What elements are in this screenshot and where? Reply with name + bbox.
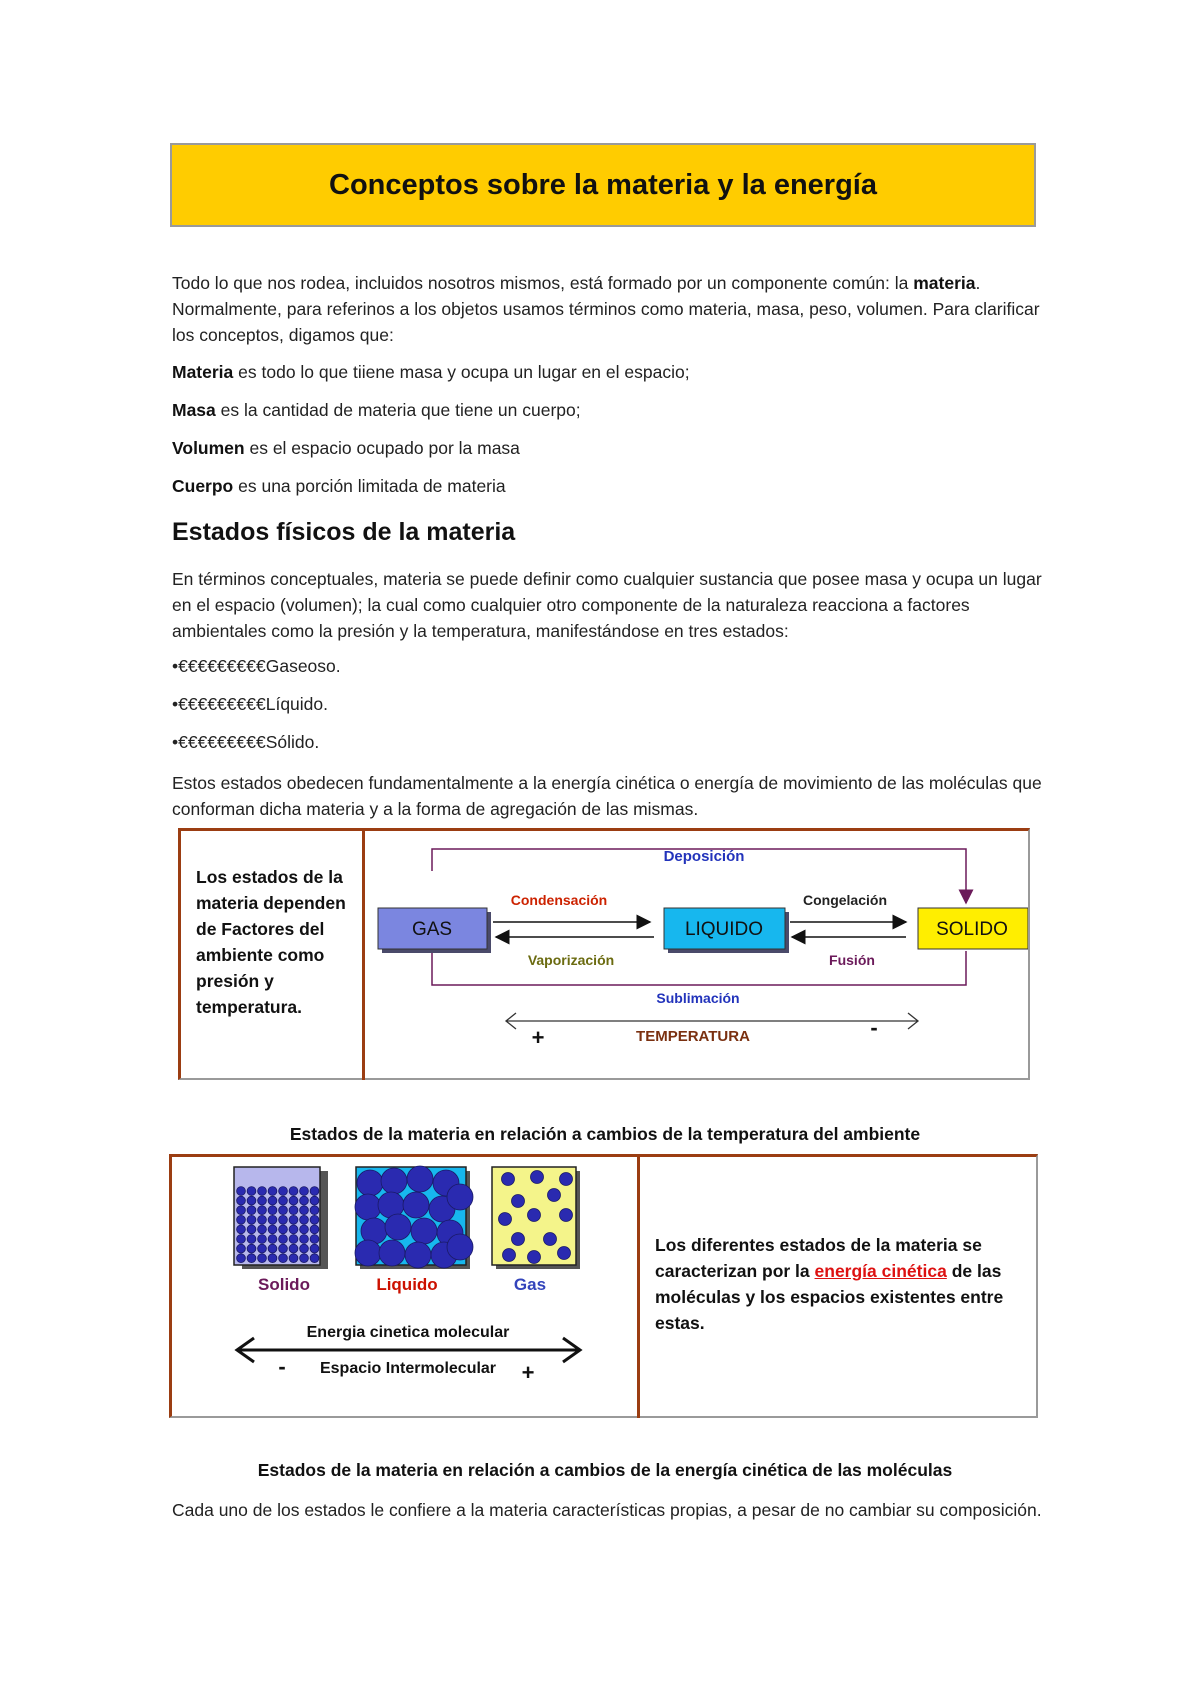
solid-particle (310, 1235, 319, 1244)
gas-label: Gas (513, 1275, 547, 1294)
solid-particle (258, 1196, 267, 1205)
solid-particle (310, 1254, 319, 1263)
particle-states-diagram (172, 1157, 636, 1415)
definition-text: es la cantidad de materia que tiene un cuerpo; (215, 400, 581, 420)
solid-particle (300, 1254, 309, 1263)
definition-cuerpo (172, 473, 1042, 499)
solid-particle (310, 1187, 319, 1196)
liquid-particle (379, 1240, 405, 1266)
intro-paragraph (172, 270, 1042, 348)
liquido-label: Liquido (376, 1275, 438, 1294)
solid-particle (279, 1225, 288, 1234)
solid-particle (268, 1206, 277, 1215)
caption-temperature: Estados de la materia en relación a cambios de la temperatura del ambiente (289, 1124, 921, 1144)
solid-particle (247, 1206, 256, 1215)
condensacion-label: Condensación (510, 892, 608, 908)
temperature-label: TEMPERATURA (636, 1028, 750, 1045)
solid-particle (310, 1244, 319, 1253)
kinetic-text-end: de las moléculas y los espacios existentes entre estas. (655, 1261, 1004, 1333)
gas-particle (558, 1247, 571, 1260)
solid-particle (247, 1215, 256, 1224)
sublimacion-label: Sublimación (656, 990, 740, 1006)
gas-particle (528, 1209, 541, 1222)
energia-cinetica-link[interactable]: energía cinética (814, 1261, 947, 1281)
energia-label: Energia cinetica molecular (306, 1324, 510, 1341)
kinetic-axis-arrow (237, 1338, 580, 1362)
solid-particle (289, 1215, 298, 1224)
liquid-particle (447, 1234, 473, 1260)
solid-particle (247, 1235, 256, 1244)
solid-particle (289, 1196, 298, 1205)
intro-bold-term: materia (913, 273, 976, 293)
liquido-label: LIQUIDO (684, 919, 764, 940)
diagram-side-text: Los estados de la materia dependen de Factores del ambiente como presión y temperatura. (196, 867, 346, 1017)
solid-particle (268, 1235, 277, 1244)
list-item: •€€€€€€€€€Gaseoso. (172, 656, 341, 676)
solid-particle (258, 1215, 267, 1224)
solid-particle (310, 1225, 319, 1234)
list-item: •€€€€€€€€€Sólido. (172, 732, 320, 752)
solid-particle (300, 1187, 309, 1196)
definition-text: es el espacio ocupado por la masa (244, 438, 520, 458)
solid-particle (279, 1196, 288, 1205)
gas-particle (560, 1173, 573, 1186)
solid-particle (300, 1206, 309, 1215)
definition-term: Masa (172, 400, 216, 420)
liquid-particle (405, 1242, 431, 1268)
solid-particle (237, 1235, 246, 1244)
kinetic-plus: + (521, 1360, 535, 1385)
kinetic-description (655, 1232, 1025, 1336)
temperature-axis-arrow (506, 1013, 918, 1029)
solid-particle (300, 1196, 309, 1205)
definition-masa (172, 397, 1042, 423)
definition-term: Volumen (172, 438, 245, 458)
solid-particle (247, 1225, 256, 1234)
liquid-particle (385, 1214, 411, 1240)
liquid-particle (355, 1240, 381, 1266)
solid-particle (300, 1235, 309, 1244)
liquid-particle (407, 1166, 433, 1192)
intro-text-end: . (975, 273, 981, 293)
page-title: Conceptos sobre la materia y la energía (329, 168, 877, 201)
solid-particle (247, 1187, 256, 1196)
fusion-label: Fusión (829, 952, 875, 968)
liquid-particle (403, 1192, 429, 1218)
gas-particle (548, 1189, 561, 1202)
title-box (170, 143, 1036, 227)
solid-particle (289, 1235, 298, 1244)
solid-particle (289, 1206, 298, 1215)
solid-particle (279, 1206, 288, 1215)
section-heading: Estados físicos de la materia (172, 518, 516, 546)
liquid-particle (381, 1168, 407, 1194)
deposicion-label: Deposición (663, 848, 745, 865)
solid-particle (310, 1215, 319, 1224)
kinetic-minus: - (278, 1354, 286, 1379)
solid-particle (258, 1225, 267, 1234)
solid-particle (258, 1254, 267, 1263)
solid-particle (247, 1254, 256, 1263)
solid-particle (237, 1244, 246, 1253)
solid-particle (279, 1187, 288, 1196)
vaporizacion-label: Vaporización (527, 952, 615, 968)
diagram-divider (637, 1154, 640, 1418)
gas-particle (512, 1233, 525, 1246)
solid-particle (300, 1225, 309, 1234)
definition-text: es una porción limitada de materia (233, 476, 506, 496)
gas-particle (512, 1195, 525, 1208)
solido-label: SOLIDO (936, 919, 1008, 940)
solid-particle (258, 1206, 267, 1215)
solid-particle (289, 1244, 298, 1253)
state-change-diagram (366, 831, 1028, 1077)
solid-particle (289, 1225, 298, 1234)
solid-particle (258, 1244, 267, 1253)
diagram-divider (362, 828, 365, 1080)
definition-term: Cuerpo (172, 476, 234, 496)
states-paragraph: Estos estados obedecen fundamentalmente a la energía cinética o energía de movimiento de las moléculas que conforman dicha materia y a la forma de agregación de las mismas. (172, 773, 1042, 819)
temperature-plus: + (531, 1025, 545, 1050)
gas-label: GAS (411, 919, 453, 940)
gas-particle (502, 1173, 515, 1186)
solid-particle (279, 1235, 288, 1244)
liquid-particle (357, 1170, 383, 1196)
espacio-label: Espacio Intermolecular (319, 1360, 497, 1377)
liquid-particle (355, 1194, 381, 1220)
gas-particle (544, 1233, 557, 1246)
temperature-minus: - (870, 1015, 878, 1040)
solid-particle (237, 1254, 246, 1263)
liquid-particle (447, 1184, 473, 1210)
solid-particle (268, 1187, 277, 1196)
definition-materia (172, 359, 1042, 385)
solid-particle (247, 1244, 256, 1253)
definition-term: Materia (172, 362, 234, 382)
liquid-particle (411, 1218, 437, 1244)
solid-particle (237, 1215, 246, 1224)
intro-text-2: Normalmente, para referinos a los objetos usamos términos como materia, masa, peso, volumen. Para clarificar los conceptos, digamos que: (172, 299, 1040, 345)
solid-particle (258, 1235, 267, 1244)
closing-paragraph: Cada uno de los estados le confiere a la materia características propias, a pesar de no cambiar su composición. (172, 1500, 1042, 1520)
gas-particle (499, 1213, 512, 1226)
solid-particle (289, 1187, 298, 1196)
solid-particle (268, 1215, 277, 1224)
solid-particle (237, 1206, 246, 1215)
section-paragraph: En términos conceptuales, materia se puede definir como cualquier sustancia que posee masa y ocupa un lugar en el espacio (volumen); la cual como cualquier otro componente de la naturaleza reacciona a factores ambientales como la presión y la temperatura, manifestándose en tres estados: (172, 569, 1042, 641)
solid-particle (268, 1225, 277, 1234)
solid-particle (289, 1254, 298, 1263)
solid-particle (310, 1196, 319, 1205)
solid-particle (268, 1244, 277, 1253)
congelacion-label: Congelación (802, 892, 888, 908)
solid-particle (279, 1254, 288, 1263)
intro-text: Todo lo que nos rodea, incluidos nosotros mismos, está formado por un componente común: la (172, 273, 914, 293)
gas-particle (503, 1249, 516, 1262)
gas-particle (528, 1251, 541, 1264)
caption-kinetic: Estados de la materia en relación a cambios de la energía cinética de las moléculas (257, 1460, 953, 1480)
definition-text: es todo lo que tiiene masa y ocupa un lugar en el espacio; (233, 362, 690, 382)
solid-particle (300, 1215, 309, 1224)
definition-volumen (172, 435, 1042, 461)
solid-particle (258, 1187, 267, 1196)
solid-particle (279, 1244, 288, 1253)
solid-particle (247, 1196, 256, 1205)
solid-particle (310, 1206, 319, 1215)
solid-particle (268, 1254, 277, 1263)
solid-particle (237, 1196, 246, 1205)
solido-label: Solido (258, 1275, 310, 1294)
list-item: •€€€€€€€€€Líquido. (172, 694, 328, 714)
gas-particle (560, 1209, 573, 1222)
gas-particle (531, 1171, 544, 1184)
solid-particle (237, 1187, 246, 1196)
solid-particle (279, 1215, 288, 1224)
solid-particle (237, 1225, 246, 1234)
kinetic-text: Los diferentes estados de la materia se caracterizan por la (655, 1235, 982, 1281)
solid-particle (300, 1244, 309, 1253)
solid-particle (268, 1196, 277, 1205)
